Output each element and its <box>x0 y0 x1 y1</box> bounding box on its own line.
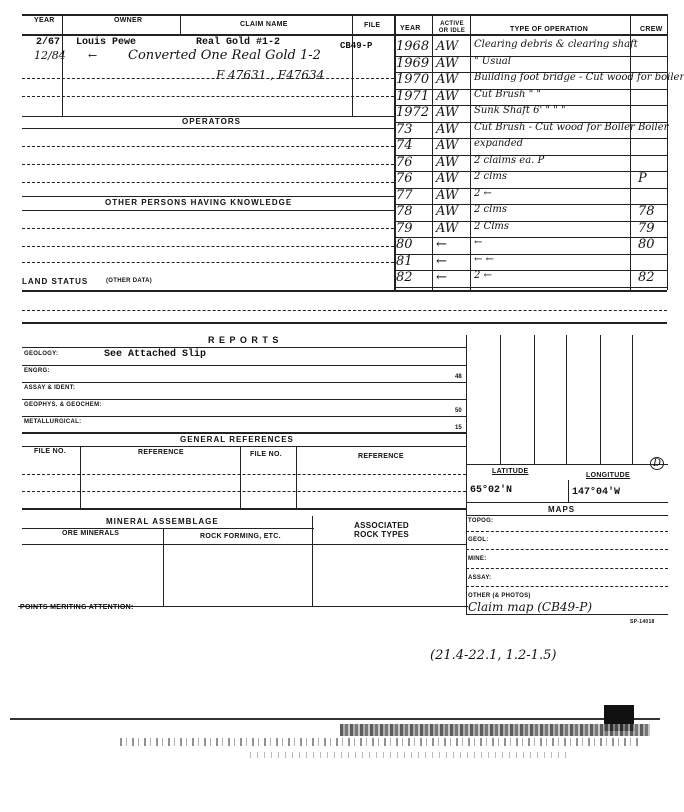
activity-year: 74 <box>396 138 413 153</box>
report-label: GEOPHYS. & GEOCHEM: <box>24 402 102 408</box>
activity-status: AW <box>436 171 459 186</box>
maps-mine: MINE: <box>468 556 487 562</box>
activity-type: 2 clms <box>474 204 507 215</box>
operators-label: OPERATORS <box>182 117 241 126</box>
report-row-line <box>22 365 466 366</box>
activity-crew: 79 <box>638 220 655 236</box>
activity-status: AW <box>436 121 459 137</box>
activity-type: 2 claims ea. P <box>474 154 545 166</box>
points-label: POINTS MERITING ATTENTION: <box>20 604 134 611</box>
report-row-line <box>22 399 466 400</box>
smudge-band-3 <box>250 752 570 758</box>
activity-type: " Usual <box>474 55 511 67</box>
activity-row-line <box>394 56 667 57</box>
land-status-label: LAND STATUS <box>22 277 89 286</box>
rock-forming-label: ROCK FORMING, ETC. <box>200 533 281 540</box>
activity-crew-header: CREW <box>640 26 663 33</box>
maps-other: OTHER (& PHOTOS) <box>468 593 531 599</box>
associated-rock-label: ASSOCIATED ROCK TYPES <box>354 521 410 539</box>
activity-year: 78 <box>396 204 413 219</box>
activity-year: 1969 <box>396 55 430 71</box>
activity-row-line <box>394 138 667 139</box>
activity-status: AW <box>436 55 459 71</box>
reports-title: R E P O R T S <box>208 335 280 345</box>
activity-row-line <box>394 237 667 238</box>
activity-row-line <box>394 204 667 205</box>
activity-row-line <box>394 254 667 255</box>
claim-year-2: 12/84 <box>34 49 66 62</box>
longitude-value: 147°04'W <box>572 487 621 498</box>
gr-reference-1: REFERENCE <box>138 449 184 456</box>
activity-row-line <box>394 287 667 288</box>
activity-type: 2 Clms <box>474 220 510 232</box>
knowledge-label: OTHER PERSONS HAVING KNOWLEDGE <box>105 198 293 207</box>
activity-type: Cut Brush " " <box>474 88 541 100</box>
activity-type: ← ← <box>474 253 494 265</box>
gr-reference-2: REFERENCE <box>358 453 404 460</box>
claim-name-3: F 47631 , F47634 <box>216 68 325 82</box>
header-year: YEAR <box>34 17 55 24</box>
activity-year: 80 <box>396 237 413 252</box>
ore-minerals-label: ORE MINERALS <box>62 530 120 537</box>
activity-year: 1970 <box>396 72 430 87</box>
activity-type: 2 ← <box>474 270 492 281</box>
activity-crew: 80 <box>638 237 655 252</box>
header-file: FILE <box>364 22 381 29</box>
activity-year: 1968 <box>396 39 430 54</box>
mineral-title: MINERAL ASSEMBLAGE <box>106 517 219 526</box>
activity-type: 2 ← <box>474 187 492 199</box>
corner-mark: D <box>650 457 664 470</box>
form-code: SP-14018 <box>630 619 655 625</box>
activity-status: AW <box>436 138 459 153</box>
activity-status: AW <box>436 105 459 120</box>
claim-name-1: Real Gold #1-2 <box>196 37 281 48</box>
gr-file-no-2: FILE NO. <box>250 451 282 458</box>
activity-status: AW <box>436 187 459 203</box>
activity-row-line <box>394 221 667 222</box>
report-label: ENGRG: <box>24 368 50 374</box>
activity-row-line <box>394 188 667 189</box>
header-claim-name: CLAIM NAME <box>240 21 288 28</box>
report-value: See Attached Slip <box>104 349 207 360</box>
activity-status: AW <box>436 154 459 170</box>
activity-type: Cut Brush - Cut wood for Boiler Boiler <box>474 121 669 133</box>
activity-type: ← <box>474 237 483 248</box>
latitude-label: LATITUDE <box>492 468 529 475</box>
claim-file-1: CB49-P <box>340 41 373 51</box>
activity-type-header: TYPE OF OPERATION <box>510 26 589 33</box>
activity-status: ← <box>436 270 447 285</box>
report-num: 48 <box>455 374 462 380</box>
activity-status: ← <box>436 253 447 269</box>
general-references-title: GENERAL REFERENCES <box>180 435 294 444</box>
maps-title: MAPS <box>548 505 576 514</box>
claim-name-2: Converted One Real Gold 1-2 <box>128 48 321 63</box>
activity-row-line <box>394 171 667 172</box>
header-owner: OWNER <box>114 17 143 24</box>
activity-type: expanded <box>474 138 524 149</box>
activity-status: AW <box>436 39 459 54</box>
activity-year: 77 <box>396 187 413 203</box>
activity-crew: 82 <box>638 270 655 285</box>
activity-year: 82 <box>396 270 413 285</box>
activity-row-line <box>394 270 667 271</box>
activity-type: 2 clms <box>474 171 507 182</box>
maps-geol: GEOL: <box>468 537 489 543</box>
activity-type: Sunk Shaft 6' " " " <box>474 105 566 116</box>
report-label: ASSAY & IDENT: <box>24 385 76 391</box>
activity-status-header: ACTIVE OR IDLE <box>438 21 466 34</box>
claim-year-1: 2/67 <box>36 37 61 48</box>
activity-type: Building foot bridge - Cut wood for boiler <box>474 72 684 83</box>
report-row-line <box>22 416 466 417</box>
activity-year: 76 <box>396 154 413 170</box>
maps-other-value: Claim map (CB49-P) <box>468 600 592 614</box>
activity-year: 76 <box>396 171 413 186</box>
footnote: (21.4-22.1, 1.2-1.5) <box>430 648 557 663</box>
activity-status: AW <box>436 72 459 87</box>
latitude-value: 65°02'N <box>470 485 513 496</box>
smudge-band <box>340 724 650 736</box>
activity-year: 79 <box>396 220 413 236</box>
activity-year-header: YEAR <box>400 25 421 32</box>
activity-status: ← <box>436 237 447 252</box>
report-row-line <box>22 382 466 383</box>
activity-type: Clearing debris & clearing shaft <box>474 39 638 50</box>
claim-owner-1: Louis Pewe <box>76 37 137 48</box>
activity-status: AW <box>436 220 459 236</box>
smudge-band-2 <box>120 738 640 746</box>
activity-status: AW <box>436 204 459 219</box>
claim-owner-2: ← <box>88 49 98 62</box>
report-row-line <box>22 433 466 434</box>
activity-crew: 78 <box>638 204 655 219</box>
activity-year: 73 <box>396 121 413 137</box>
longitude-label: LONGITUDE <box>586 472 630 479</box>
report-label: METALLURGICAL: <box>24 419 82 425</box>
report-num: 50 <box>455 408 462 414</box>
maps-assay: ASSAY: <box>468 575 492 581</box>
land-status-note: (OTHER DATA) <box>106 278 153 284</box>
activity-status: AW <box>436 88 459 104</box>
report-num: 15 <box>455 425 462 431</box>
gr-file-no-1: FILE NO. <box>34 448 66 455</box>
activity-year: 1971 <box>396 88 430 104</box>
activity-year: 1972 <box>396 105 430 120</box>
maps-topog: TOPOG: <box>468 518 494 524</box>
activity-crew: P <box>638 171 647 186</box>
report-label: GEOLOGY: <box>24 351 59 357</box>
activity-year: 81 <box>396 253 413 269</box>
